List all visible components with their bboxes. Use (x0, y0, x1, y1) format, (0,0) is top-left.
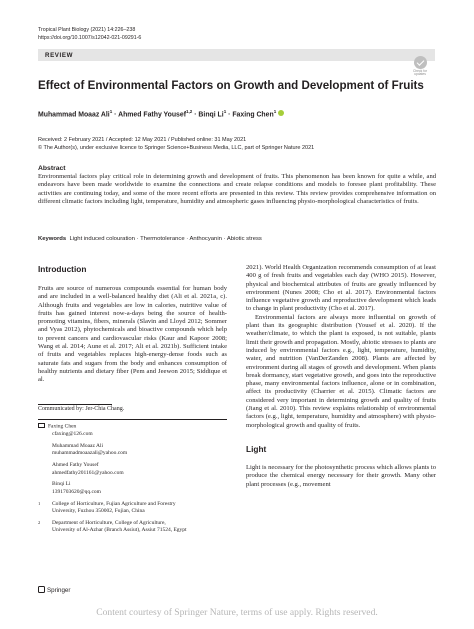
author-name[interactable]: Binqi Li (198, 111, 224, 119)
affiliation-line: College of Horticulture, Fujian Agriculture and Forestry (52, 500, 176, 507)
abstract-section (38, 165, 436, 206)
contact-email[interactable]: cfaxing@126.com (52, 430, 93, 437)
article-title: Effect of Environmental Factors on Growth and Development of Fruits (38, 79, 424, 92)
author-affiliation-mark: 1 (223, 109, 227, 114)
journal-citation: Tropical Plant Biology (2021) 14:226–238 (38, 27, 136, 33)
affiliation-line: Department of Horticulture, College of Agriculture, (52, 520, 166, 527)
author-name[interactable]: Faxing Chen (232, 111, 274, 119)
keywords-label: Keywords (38, 236, 67, 242)
affiliation-number: 1 (38, 500, 41, 506)
history-dates: Received: 2 February 2021 / Accepted: 12 May 2021 / Published online: 31 May 2021 (38, 137, 247, 143)
light-paragraph: Light is necessary for the photosynthetic process which allows plants to produce the chemical energy necessary for their growth. Many other plant processes (e.g., movement (246, 463, 436, 488)
courtesy-watermark: Content courtesy of Springer Nature, terms of use apply. Rights reserved. (96, 607, 378, 618)
copyright-line: © The Author(s), under exclusive licence to Springer Science+Business Media, LLC, part of Springer Nature 2021 (38, 145, 315, 152)
contact-name: Muhammad Moaaz Ali (52, 442, 104, 449)
article-type-band (38, 49, 435, 61)
body-paragraph: 2021). World Health Organization recommends consumption of at least 400 g of fresh fruits and vegetables each day (WHO 2015). However, physical and biochemical attributes of fruits are greatly influenced by environment (Nunes 2008; Cho et al. 2017). Environmental factors influence vegetative growth and reproductive development which leads to change in plant productivity (Cho et al. 2017). (246, 264, 436, 313)
author-name[interactable]: Ahmed Fathy Yousef (118, 111, 187, 119)
contact-name: Ahmed Fathy Yousef (52, 462, 99, 469)
publication-dates (38, 136, 314, 153)
contact-block (38, 423, 227, 535)
author-affiliation-mark: 1,2 (186, 109, 193, 114)
affiliation-line: University, Fuzhou 350002, Fujian, China (52, 508, 145, 515)
affiliation-number: 2 (38, 520, 41, 526)
doi-link[interactable]: https://doi.org/10.1007/s12042-021-09291-6 (38, 34, 142, 41)
journal-header (38, 27, 141, 42)
author-affiliation-mark: 1 (109, 109, 113, 114)
contact-email[interactable]: ahmedfathy201161@yahoo.com (52, 469, 124, 476)
publisher-name: Springer (47, 587, 71, 594)
article-type-label: REVIEW (45, 51, 74, 59)
contact-entry (38, 423, 227, 431)
footnote-divider (38, 419, 227, 420)
communicated-by: Communicated by: Jer-Chia Chang. (38, 406, 125, 412)
contact-name: Binqi Li (52, 481, 71, 488)
right-column (246, 264, 436, 489)
author-affiliation-mark: 1 (273, 109, 277, 114)
affiliation-line: University of Al-Azhar (Branch Assiut), Assiut 71524, Egypt (52, 527, 187, 534)
orcid-icon[interactable] (278, 110, 284, 116)
introduction-paragraph: Fruits are source of numerous compounds essential for human body and are included in a well-balanced healthy diet (Ali et al. 2021a, c). Although fruits and vegetables are low in calories, nutritive value of fruits has gained interest now-a-days being the source of health-promoting vitamins, fibers, minerals (Slavin and Lloyd 2012; Sommer and Vyas 2012), phytochemicals and bioactive compounds which help to prevent cancers and cardiovascular risks (Kaur and Kapoor 2008; Wang et al. 2014; Aune et al. 2017; Ali et al. 2021b). Sufficient intake of fruits and vegetables replaces high-energy-dense foods such as saturate fats and sugars from the body and enhances consumption of healthy nutrients and dietary fiber (Pem and Jeewon 2015; Siddique et al. (38, 285, 227, 384)
abstract-text: Environmental factors play critical role in determining growth and development of fruits. This phenomenon has been known for quite a while, and endeavors have been made worldwide to examine the connections and create relapse conditions and models to foresee plant profitability. These activities are continuing today, and some of the more recent efforts are presented in this review. This review provides comprehensive information on different climatic factors including light, temperature, humidity and atmospheric gases influencing physio-morphological characteristics of fruits. (38, 173, 436, 205)
body-paragraph: Environmental factors are always more influential on growth of plant than its geographic distribution (Yousef et al. 2020). If the weather/climate, to which the plant is exposed, is not suitable, plants limit their growth and propagation. Mostly, abiotic stresses to plants are induced by environmental factors e.g., light, temperature, humidity, water, and nutrition (VanDerZanden 2008). Plants are affected by environment during all stages of growth and development. When plants break dormancy, start vegetative growth, and goes into the reproductive phase, many environmental factors influence, alone or in combination, affect its productivity (Charrier et al. 2015). Climatic factors are considered very important in determining growth and quality of fruits (Jiang et al. 2010). This review explains relationship of environmental factors (e.g., light, temperature, humidity and atmosphere) with physio-morphological growth and quality of fruits. (246, 313, 436, 429)
keywords-text: Light induced colouration · Thermotolerance · Anthocyanin · Abiotic stress (69, 236, 262, 242)
author-name[interactable]: Muhammad Moaaz Ali (38, 111, 110, 119)
light-heading: Light (246, 443, 267, 454)
affiliation (38, 501, 227, 516)
check-updates-icon (414, 56, 427, 69)
publisher-logo (38, 586, 70, 594)
check-updates-label: Check for updates (412, 68, 428, 77)
envelope-icon (38, 423, 45, 428)
springer-horse-icon (38, 586, 45, 593)
contact-name: Faxing Chen (48, 423, 77, 430)
contact-email[interactable]: muhammadmoaazali@yahoo.com (52, 450, 128, 457)
check-for-updates-badge[interactable] (408, 56, 432, 77)
abstract-heading: Abstract (38, 165, 66, 172)
left-column (38, 264, 227, 385)
footnote-divider (38, 404, 112, 405)
affiliation (38, 520, 227, 535)
keywords-line (38, 236, 262, 242)
contact-email[interactable]: 1391703620@qq.com (52, 488, 101, 495)
introduction-heading: Introduction (38, 264, 87, 274)
author-list: Muhammad Moaaz Ali$^1$ · Ahmed Fathy Yousef$^{1,2}$ · Binqi $Li^1$ · Faxing Chen$^1$ (38, 109, 284, 118)
